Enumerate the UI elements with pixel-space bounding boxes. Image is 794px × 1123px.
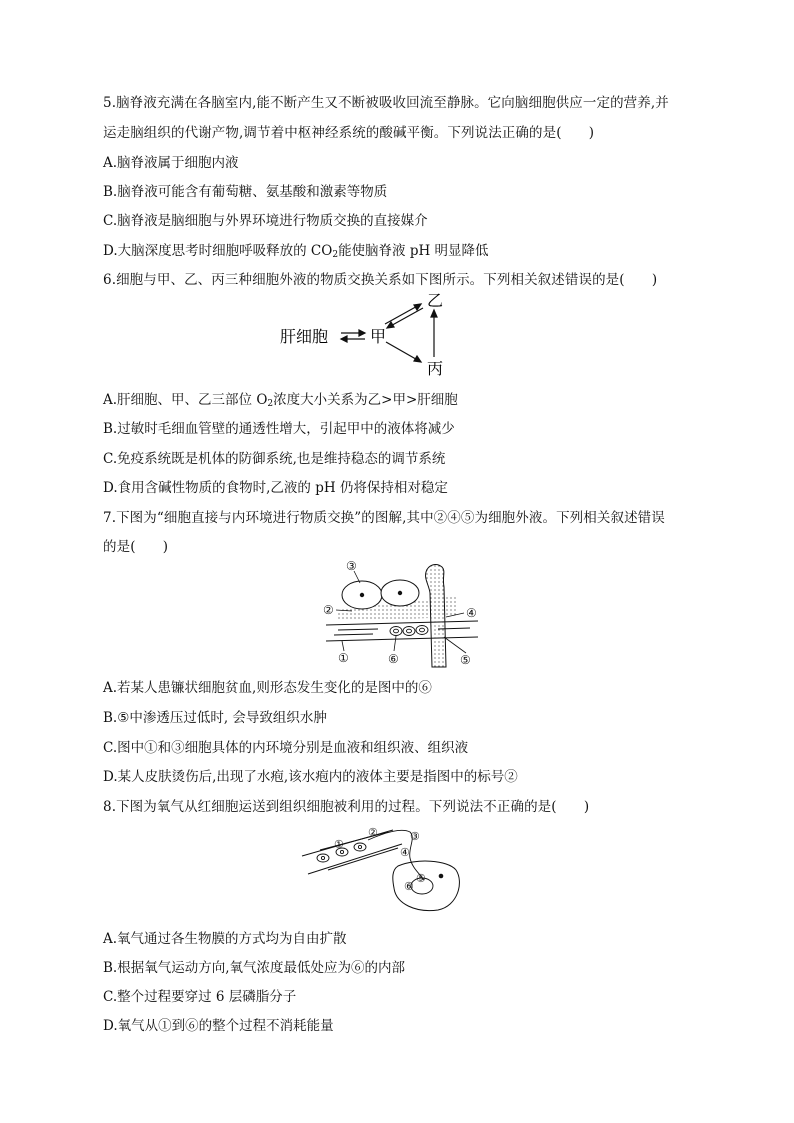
q7-option-d: D.某人皮肤烫伤后,出现了水疱,该水疱内的液体主要是指图中的标号② (103, 769, 518, 785)
q7-label-1: ① (338, 651, 349, 665)
q8-stem: 8.下图为氧气从红细胞运送到组织细胞被利用的过程。下列说法不正确的是( ) (103, 799, 590, 815)
q7-tissue-cell-nucleus (398, 591, 402, 595)
q5-option-a: A.脑脊液属于细胞内液 (103, 155, 239, 171)
q5-stem-line2: 运走脑组织的代谢产物,调节着中枢神经系统的酸碱平衡。下列说法正确的是( ) (103, 125, 595, 141)
q6-arrow-jia-bing (386, 342, 421, 362)
q8-option-d: D.氧气从①到⑥的整个过程不消耗能量 (103, 1018, 334, 1034)
q6-arrow-bing-yi (431, 310, 437, 357)
q6-option-a (103, 391, 458, 413)
q7-capillary-wall-top (326, 621, 478, 625)
q6-option-d: D.食用含碱性物质的食物时,乙液的 pH 仍将保持相对稳定 (103, 480, 448, 496)
q7-tissue-cell-nucleus (360, 593, 364, 597)
q7-stem-line2: 的是( ) (103, 539, 169, 555)
q6-option-a-post: 浓度大小关系为乙>甲>肝细胞 (273, 392, 458, 408)
q8-tissue-cell-nucleus (439, 874, 444, 879)
q8-option-b: B.根据氧气运动方向,氧气浓度最低处应为⑥的内部 (103, 960, 406, 976)
q8-option-c: C.整个过程要穿过 6 层磷脂分子 (103, 989, 297, 1005)
q6-option-a-sub: 2 (267, 399, 274, 409)
q5-option-c: C.脑脊液是脑细胞与外界环境进行物质交换的直接媒介 (103, 213, 428, 229)
q6-yi-label: 乙 (427, 291, 444, 310)
q8-label-3: ③ (410, 830, 420, 843)
q8-label-1: ① (334, 838, 344, 851)
q5-option-d-post: 能使脑脊液 pH 明显降低 (338, 243, 489, 259)
q7-option-b: B.⑤中渗透压过低时, 会导致组织水肿 (103, 710, 327, 726)
q8-label-4: ④ (400, 846, 410, 859)
q8-capillary (302, 830, 402, 874)
q7-red-blood-cells (390, 626, 428, 636)
q7-label-6: ⑥ (388, 652, 399, 666)
q5-option-d (103, 242, 489, 264)
q7-label-2: ② (323, 603, 334, 617)
q7-option-c: C.图中①和③细胞具体的内环境分别是血液和组织液、组织液 (103, 740, 469, 756)
q5-stem-line1: 5.脑脊液充满在各脑室内,能不断产生又不断被吸收回流至静脉。它向脑细胞供应一定的营养,并 (103, 95, 669, 111)
q8-label-5: ⑤ (416, 872, 426, 885)
q7-label-4: ④ (466, 606, 477, 620)
q6-diagram (275, 290, 455, 380)
q7-label-5: ⑤ (460, 653, 471, 667)
q6-arrow-liver-jia (341, 330, 365, 342)
q8-diagram (298, 818, 478, 916)
q7-capillary-wall-bottom (326, 637, 478, 641)
q7-diagram (318, 557, 488, 669)
q6-option-a-pre: A.肝细胞、甲、乙三部位 O (103, 392, 268, 408)
q6-liver-label: 肝细胞 (280, 327, 329, 346)
q5-option-d-sub: 2 (332, 250, 339, 260)
q5-option-b: B.脑脊液可能含有葡萄糖、氨基酸和激素等物质 (103, 184, 388, 200)
q7-stem-line1: 7.下图为“细胞直接与内环境进行物质交换”的图解,其中②④⑤为细胞外液。下列相关叙述错误 (103, 510, 665, 526)
q8-option-a: A.氧气通过各生物膜的方式均为自由扩散 (103, 931, 347, 947)
q7-label-3: ③ (346, 559, 357, 573)
q6-bing-label: 丙 (427, 359, 444, 378)
q8-label-6: ⑥ (404, 880, 414, 893)
q8-label-2: ② (368, 826, 378, 839)
q6-option-b: B.过敏时毛细血管壁的通透性增大，引起甲中的液体将减少 (103, 421, 455, 437)
q6-option-c: C.免疫系统既是机体的防御系统,也是维持稳态的调节系统 (103, 451, 446, 467)
q6-arrow-jia-yi (385, 304, 423, 328)
q5-option-d-pre: D.大脑深度思考时细胞呼吸释放的 CO (103, 243, 333, 259)
q6-stem: 6.细胞与甲、乙、丙三种细胞外液的物质交换关系如下图所示。下列相关叙述错误的是( ) (103, 272, 658, 288)
q6-jia-label: 甲 (370, 327, 387, 346)
q7-option-a: A.若某人患镰状细胞贫血,则形态发生变化的是图中的⑥ (103, 680, 432, 696)
